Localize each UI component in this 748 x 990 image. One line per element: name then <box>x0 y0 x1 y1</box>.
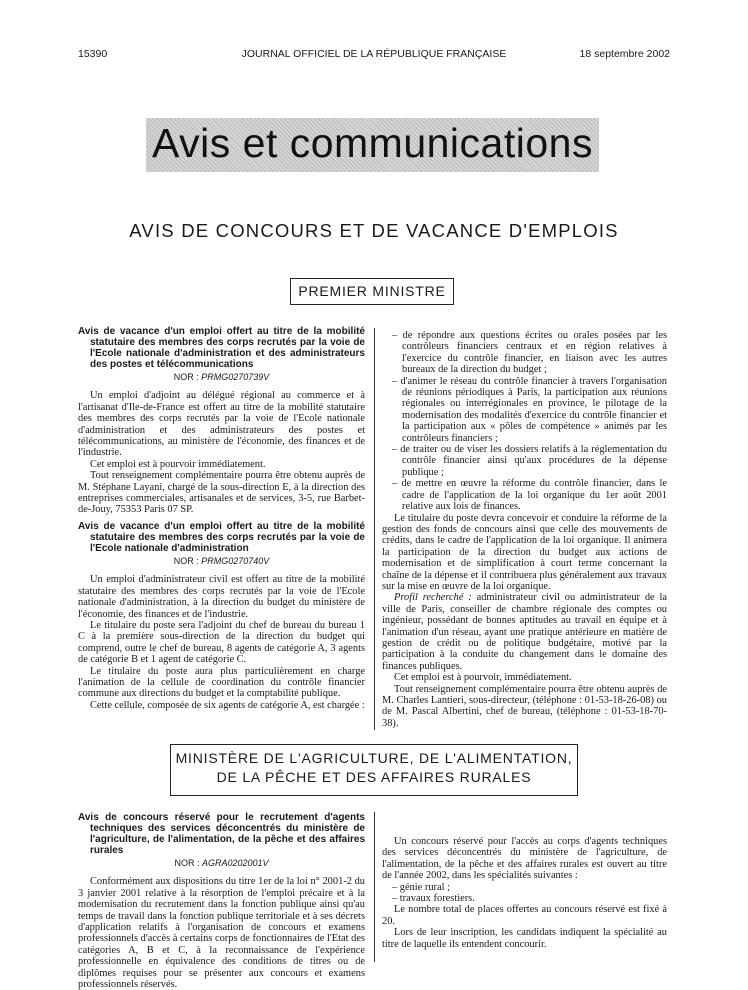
section-heading: AVIS DE CONCOURS ET DE VACANCE D'EMPLOIS <box>129 220 619 241</box>
page-number: 15390 <box>78 48 108 60</box>
paragraph: Profil recherché : administrateur civil ou administrateur de la ville de Paris, conseiller de chambre régionale des comptes ou ingénieur, possédant de bonnes aptitudes au travail en équipe et à l'animation d'un réseau, ayant une pratique antérieure en matière de gestion de crédit ou de politique budgétaire, motivé par la participation à la conduite du changement dans le domaine des finances publiques. <box>382 592 667 672</box>
ministry-name: PREMIER MINISTRE <box>298 283 446 299</box>
notice-title: Avis de concours réservé pour le recrutement d'agents techniques des services déconcentrés du ministère de l'agriculture, de l'alimentation, de la pêche et des affaires rurales <box>78 812 365 856</box>
paragraph: Lors de leur inscription, les candidats indiquent la spécialité au titre de laquelle ils entendent concourir. <box>382 927 667 950</box>
nor-reference: NOR : PRMG0270740V <box>173 555 270 566</box>
paragraph: Un concours réservé pour l'accès au corps d'agents techniques des services déconcentrés du ministère de l'agriculture, de l'alimentation, de la pêche et des affaires rurales est ouvert au titre de l'année 2002, dans les spécialités suivantes : <box>382 836 667 882</box>
ministry-name-line1: MINISTÈRE DE L'AGRICULTURE, DE L'ALIMENTATION, <box>175 750 573 766</box>
list-item: – de traiter ou de viser les dossiers relatifs à la réglementation du contrôle financier ainsi qu'aux procédures de la dépense publique ; <box>392 444 667 478</box>
section-banner <box>146 118 599 172</box>
paragraph: Cet emploi est à pourvoir, immédiatement. <box>394 672 572 684</box>
ministry-box-agriculture <box>170 744 578 796</box>
column-upper-right <box>382 330 667 729</box>
paragraph: Cet emploi est à pourvoir immédiatement. <box>90 458 266 470</box>
ministry-name-line2: DE LA PÊCHE ET DES AFFAIRES RURALES <box>216 769 532 785</box>
journal-title: JOURNAL OFFICIEL DE LA RÉPUBLIQUE FRANÇAISE <box>241 48 507 60</box>
column-lower-right <box>382 836 667 950</box>
paragraph: Un emploi d'administrateur civil est offert au titre de la mobilité statutaire des membres des corps recrutés par la voie de l'Ecole nationale d'administration, à la direction du budget du ministère de l'économie, des finances et de l'industrie. <box>78 574 365 620</box>
ministry-box-premier-ministre <box>290 278 454 305</box>
column-lower-left <box>78 812 365 990</box>
list-item: – de répondre aux questions écrites ou orales posées par les contrôleurs financiers centraux et en région relatives à l'exercice du contrôle financier, en liaison avec les autres bureaux de la direction du budget ; <box>392 330 667 376</box>
paragraph: Conformément aux dispositions du titre 1er de la loi n° 2001-2 du 3 janvier 2001 relative à la résorption de l'emploi précaire et à la modernisation du recrutement dans la fonction publique ainsi qu'au temps de travail dans la fonction publique territoriale et à ses décrets d'application relatifs à l'organisation de concours et examens professionnels d'accès à certains corps de fonctionnaires de l'Etat des catégories A, B et C, à la reconnaissance de l'expérience professionnelle en équivalence des conditions de titres ou de diplômes requises pour se présenter aux concours et examens professionnels réservés. <box>78 876 365 990</box>
profil-label: Profil recherché : <box>394 592 472 604</box>
paragraph: Tout renseignement complémentaire pourra être obtenu auprès de M. Stéphane Layani, chargé de la sous-direction E, à la direction des entreprises commerciales, artisanales et de services, 3-5, rue Barbet-de-Jouy, 75353 Paris 07 SP. <box>78 470 365 516</box>
paragraph: Tout renseignement complémentaire pourra être obtenu auprès de M. Charles Lantieri, sous-directeur, (téléphone : 01-53-18-26-08) ou de M. Pascal Albertini, chef de bureau, (téléphone : 01-53-18-70-38). <box>382 683 667 729</box>
list-item: – de mettre en œuvre la réforme du contrôle financier, dans le cadre de l'application de la loi organique du 1er août 2001 relative aux lois de finances. <box>392 478 667 513</box>
list-item: – d'animer le réseau du contrôle financier à travers l'organisation de réunions périodiques à Paris, la participation aux réunions régionales ou interrégionales en province, le pilotage de la modernisation des modalités d'exercice du contrôle financier et la participation aux « pôles de compétence » animés par les contrôleurs financiers ; <box>392 375 667 444</box>
paragraph: Le titulaire du poste sera l'adjoint du chef de bureau du bureau 1 C à la première sous-direction de la direction du budget qui comprend, outre le chef de bureau, 8 agents de catégorie A, 3 agents de catégorie B et 1 agent de catégorie C. <box>78 619 365 666</box>
list-item: – génie rural ; <box>392 881 450 893</box>
paragraph: Le titulaire du poste aura plus particulièrement en charge l'animation de la cellule de coordination du contrôle financier commune aux directions du budget et la comptabilité publique. <box>78 665 365 700</box>
column-divider <box>374 812 375 962</box>
banner-title: Avis et communications <box>152 120 593 166</box>
nor-reference: NOR : AGRA0202001V <box>174 858 269 868</box>
paragraph: Cette cellule, composée de six agents de catégorie A, est chargée : <box>90 699 365 711</box>
paragraph: Le titulaire du poste devra concevoir et conduire la réforme de la gestion des fonds de concours ainsi que celle des mouvements de crédits, dans le cadre de l'application de la loi organique. Il animera la participation de la direction du budget aux actions de modernisation et de simplification à court terme concernant la chaîne de la dépense et il contribuera plus généralement aux travaux sur la mise en œuvre de la loi organique. <box>382 512 667 592</box>
publication-date: 18 septembre 2002 <box>579 48 670 60</box>
list-item: – travaux forestiers. <box>392 893 475 905</box>
notice-title: Avis de vacance d'un emploi offert au titre de la mobilité statutaire des membres des corps recrutés par la voie de l'Ecole nationale d'administration <box>78 520 365 554</box>
paragraph: Un emploi d'adjoint au délégué régional au commerce et à l'artisanat d'Ile-de-France est offert au titre de la mobilité statutaire des membres des corps recrutés par la voie de l'Ecole nationale d'administration et des administrateurs des postes et télécommunications, au ministère de l'économie, des finances et de l'industrie. <box>78 390 365 459</box>
notice-title: Avis de vacance d'un emploi offert au titre de la mobilité statutaire des membres des corps recrutés par la voie de l'Ecole nationale d'administration et des administrateurs des postes et télécommunications <box>78 326 365 370</box>
paragraph: Le nombre total de places offertes au concours réservé est fixé à 20. <box>382 904 667 927</box>
column-upper-left <box>78 326 365 711</box>
column-divider <box>374 328 375 730</box>
nor-reference: NOR : PRMG0270739V <box>173 372 270 382</box>
